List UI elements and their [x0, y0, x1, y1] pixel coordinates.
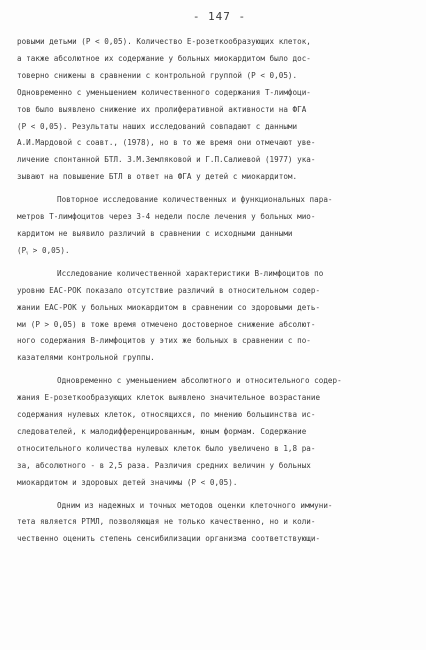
- text-line: зывают на повышение БТЛ в ответ на ФГА у детей с миокардитом.: [17, 172, 298, 182]
- text-line: метров Т-лимфоцитов через 3-4 недели после лечения у больных мио-: [17, 212, 316, 222]
- text-line: за, абсолютного - в 2,5 раза. Различия средних величин у больных: [17, 460, 311, 470]
- text-line: жании ЕАС-РОК у больных миокардитом в сравнении со здоровыми деть-: [17, 302, 321, 312]
- paragraph: [17, 373, 410, 491]
- text-line: уровню ЕАС-РОК показало отсутствие различий в относительном содер-: [17, 285, 321, 295]
- text-line: А.И.Мардовой с соавт., (1978), но в то же время они отмечают уве-: [17, 138, 316, 148]
- paragraph: [17, 192, 410, 260]
- text-line: Исследование количественной характеристики В-лимфоцитов по: [57, 268, 324, 278]
- text-line: тов было выявлено снижение их пролиферативной активности на ФГА: [17, 104, 307, 114]
- text-line: Повторное исследование количественных и функциональных пара-: [57, 195, 333, 205]
- text-line: чественно оценить степень сенсибилизации организма соответствующи-: [17, 534, 321, 544]
- text-line: ровыми детьми (P < 0,05). Количество Е-розеткообразующих клеток,: [17, 37, 311, 46]
- paragraph: [17, 266, 410, 367]
- text-line: ного содержания В-лимфоцитов у этих же больных в сравнении с по-: [17, 336, 311, 346]
- text-line: относительного количества нулевых клеток было увеличено в 1,8 ра-: [17, 443, 316, 453]
- paragraph: [17, 498, 410, 549]
- text-line: миокардитом и здоровых детей значимы (P < 0,05).: [17, 477, 238, 487]
- text-line: (P < 0,05). Результаты наших исследований совпадают с данными: [17, 121, 298, 131]
- text-line: жания Е-розеткообразующих клеток выявлено значительное возрастание: [17, 393, 321, 403]
- text-line: товерно снижены в сравнении с контрольной группой (P < 0,05).: [17, 70, 298, 80]
- page-number: - 147 -: [192, 10, 247, 23]
- text-line: а также абсолютное их содержание у больных миокардитом было дос-: [17, 53, 311, 63]
- text-line: Одновременно с уменьшением количественного содержания Т-лимфоци-: [17, 87, 311, 97]
- text-line: Одним из надежных и точных методов оценки клеточного иммуни-: [57, 500, 333, 510]
- text-line: содержания нулевых клеток, относящихся, по мнению большинства ис-: [17, 410, 316, 420]
- text-line: Одновременно с уменьшением абсолютного и относительного содер-: [57, 376, 342, 386]
- text-line: кардитом не выявило различий в сравнении с исходными данными: [17, 228, 293, 238]
- text-line: тета является РТМЛ, позволяющая не только качественно, но и коли-: [17, 517, 316, 527]
- body-text: [17, 34, 410, 548]
- text-line: (Pᵧ > 0,05).: [17, 245, 70, 255]
- text-line: казателями контрольной группы.: [17, 353, 155, 363]
- text-line: личение спонтанной БТЛ. З.М.Земляковой и Г.П.Салиевой (1977) ука-: [17, 155, 316, 165]
- text-line: следователей, к малодифференцированным, юным формам. Содержание: [17, 426, 307, 436]
- paragraph: [17, 34, 410, 186]
- text-line: ми (P > 0,05) в тоже время отмечено достоверное снижение абсолют-: [17, 319, 316, 329]
